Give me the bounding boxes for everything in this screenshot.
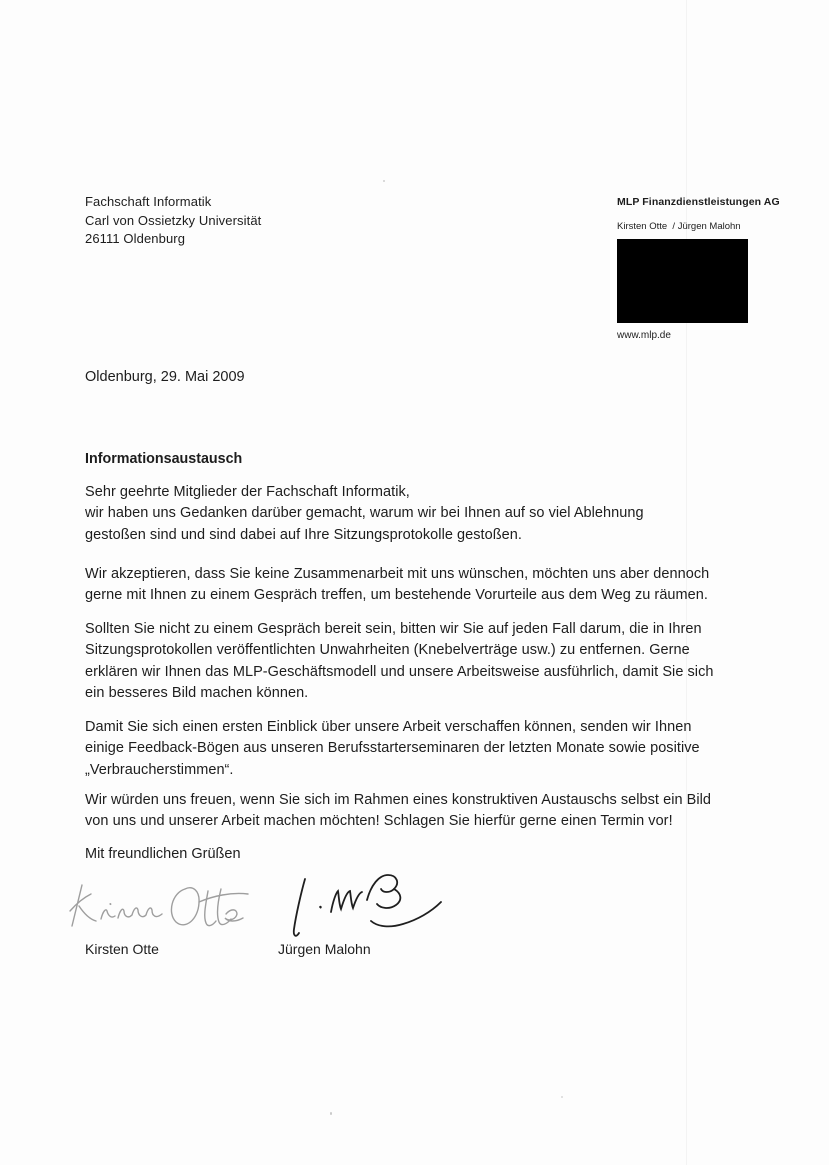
body-line: „Verbraucherstimmen“. (85, 761, 234, 778)
recipient-city: 26111 Oldenburg (85, 231, 186, 246)
body-line: Wir würden uns freuen, wenn Sie sich im Rahmen eines konstruktiven Austauschs selbst ein Bild (85, 792, 712, 808)
recipient-institution: Carl von Ossietzky Universität (85, 212, 262, 228)
body-line: erklären wir Ihnen das MLP-Geschäftsmodell und unsere Arbeitsweise ausführlich, damit Sie sich (85, 663, 714, 680)
recipient-name: Fachschaft Informatik (85, 194, 212, 209)
dateline: Oldenburg, 29. Mai 2009 (85, 369, 245, 385)
body-line: Sollten Sie nicht zu einem Gespräch bereit sein, bitten wir Sie auf jeden Fall darum, die in Ihren (85, 621, 702, 637)
scan-artifact-speck (383, 180, 385, 182)
body-line: Wir akzeptieren, dass Sie keine Zusammenarbeit mit uns wünschen, möchten uns aber dennoch (85, 566, 710, 582)
paragraph (85, 564, 709, 607)
scan-artifact-speck (330, 1112, 332, 1115)
body-line: gestoßen sind und sind dabei auf Ihre Sitzungsprotokolle gestoßen. (85, 526, 522, 543)
body-line: ein besseres Bild machen können. (85, 685, 309, 702)
closing-formula: Mit freundlichen Grüßen (85, 846, 241, 862)
body-line: Sitzungsprotokollen veröffentlichten Unwahrheiten (Knebelverträge usw.) zu entfernen. Gerne (85, 642, 690, 659)
paragraph (85, 790, 711, 833)
body-line: Sehr geehrte Mitglieder der Fachschaft Informatik, (85, 484, 410, 500)
scan-artifact-speck (561, 1096, 563, 1098)
body-line: wir haben uns Gedanken darüber gemacht, warum wir bei Ihnen auf so viel Ablehnung (85, 505, 644, 522)
body-line: von uns und unserer Arbeit machen möchten! Schlagen Sie hierfür gerne einen Termin vor! (85, 813, 673, 830)
signature-kirsten-otte-handwritten-icon (66, 878, 252, 940)
sender-contact-names: Kirsten Otte / Jürgen Malohn (617, 221, 741, 232)
subject-line: Informationsaustausch (85, 451, 243, 467)
body-line: Damit Sie sich einen ersten Einblick über unsere Arbeit verschaffen können, senden wir Ihnen (85, 719, 692, 735)
paragraph-salutation (85, 482, 644, 546)
redacted-address-block (617, 239, 748, 323)
sender-company-name: MLP Finanzdienstleistungen AG (617, 196, 780, 208)
body-line: einige Feedback-Bögen aus unseren Berufsstarterseminaren der letzten Monate sowie positive (85, 740, 700, 757)
signature-juergen-malohn-handwritten-icon (274, 870, 446, 944)
paragraph (85, 717, 700, 781)
sender-website: www.mlp.de (617, 330, 671, 341)
printed-name-juergen-malohn: Jürgen Malohn (278, 941, 371, 957)
printed-name-kirsten-otte: Kirsten Otte (85, 941, 159, 957)
recipient-address-block (85, 193, 261, 249)
body-line: gerne mit Ihnen zu einem Gespräch treffen, um bestehende Vorurteile aus dem Weg zu räumen. (85, 587, 708, 604)
paragraph (85, 619, 714, 705)
